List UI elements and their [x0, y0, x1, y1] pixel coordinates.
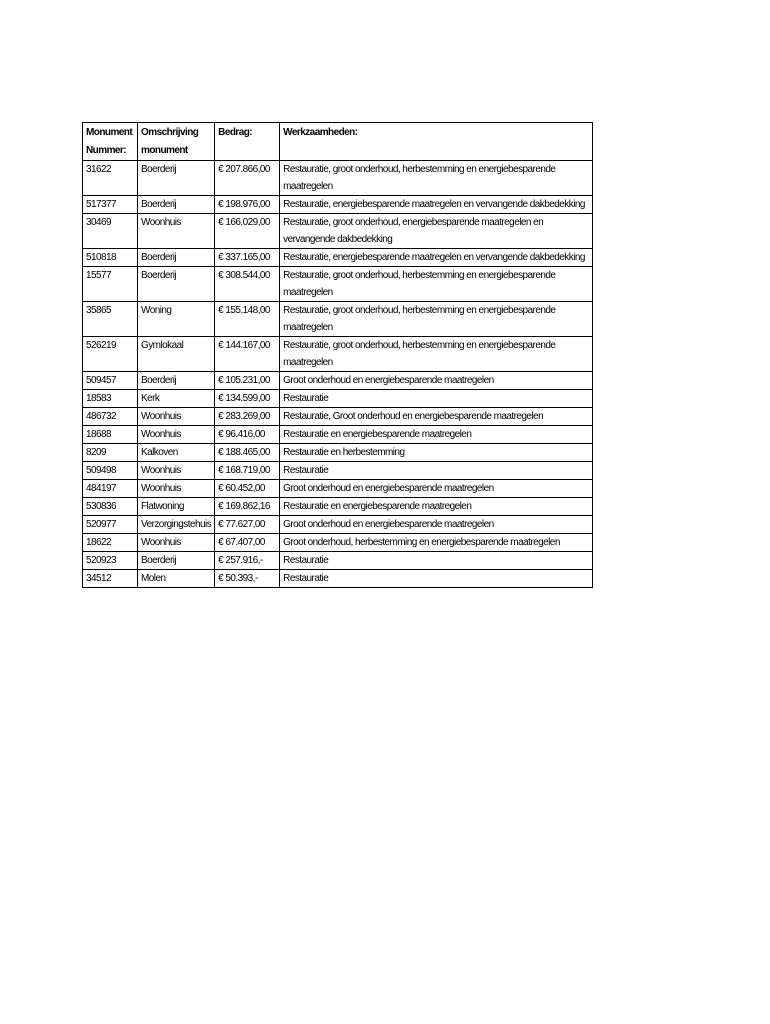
table-row [83, 249, 593, 267]
cell-monument-nummer: 8209 [83, 444, 138, 462]
cell-bedrag: € 105.231,00 [215, 372, 280, 390]
cell-omschrijving: Boerderij [138, 249, 215, 267]
cell-werkzaamheden: Groot onderhoud, herbestemming en energiebesparende maatregelen [280, 534, 593, 552]
header-monument-nummer: Monument Nummer: [83, 123, 138, 161]
table-row [83, 337, 593, 372]
cell-werkzaamheden: Restauratie, groot onderhoud, energiebesparende maatregelen en vervangende dakbedekking [280, 214, 593, 249]
cell-bedrag: € 144.167,00 [215, 337, 280, 372]
cell-omschrijving: Boerderij [138, 196, 215, 214]
cell-werkzaamheden: Restauratie [280, 390, 593, 408]
header-bedrag: Bedrag: [215, 123, 280, 161]
cell-monument-nummer: 31622 [83, 161, 138, 196]
table-row [83, 534, 593, 552]
cell-werkzaamheden: Restauratie [280, 570, 593, 588]
cell-werkzaamheden: Restauratie, Groot onderhoud en energiebesparende maatregelen [280, 408, 593, 426]
cell-monument-nummer: 517377 [83, 196, 138, 214]
cell-werkzaamheden: Restauratie en energiebesparende maatregelen [280, 498, 593, 516]
cell-monument-nummer: 30469 [83, 214, 138, 249]
cell-bedrag: € 166.029,00 [215, 214, 280, 249]
cell-werkzaamheden: Restauratie, groot onderhoud, herbestemming en energiebesparende maatregelen [280, 161, 593, 196]
table-row [83, 267, 593, 302]
table-row [83, 372, 593, 390]
monument-table [82, 122, 593, 588]
cell-monument-nummer: 18688 [83, 426, 138, 444]
cell-omschrijving: Kalkoven [138, 444, 215, 462]
cell-omschrijving: Woonhuis [138, 214, 215, 249]
cell-bedrag: € 257.916,- [215, 552, 280, 570]
cell-monument-nummer: 18583 [83, 390, 138, 408]
cell-werkzaamheden: Restauratie [280, 462, 593, 480]
cell-monument-nummer: 526219 [83, 337, 138, 372]
cell-werkzaamheden: Groot onderhoud en energiebesparende maatregelen [280, 480, 593, 498]
cell-omschrijving: Boerderij [138, 267, 215, 302]
cell-omschrijving: Boerderij [138, 161, 215, 196]
table-row [83, 390, 593, 408]
cell-bedrag: € 207.866,00 [215, 161, 280, 196]
cell-werkzaamheden: Groot onderhoud en energiebesparende maatregelen [280, 516, 593, 534]
cell-monument-nummer: 510818 [83, 249, 138, 267]
table-row [83, 444, 593, 462]
cell-omschrijving: Molen [138, 570, 215, 588]
cell-omschrijving: Woonhuis [138, 426, 215, 444]
cell-omschrijving: Kerk [138, 390, 215, 408]
cell-omschrijving: Boerderij [138, 372, 215, 390]
table-row [83, 516, 593, 534]
cell-bedrag: € 283.269,00 [215, 408, 280, 426]
table-header [83, 123, 593, 161]
cell-bedrag: € 188.465,00 [215, 444, 280, 462]
table-row [83, 302, 593, 337]
cell-bedrag: € 155.148,00 [215, 302, 280, 337]
table-row [83, 480, 593, 498]
cell-bedrag: € 168.719,00 [215, 462, 280, 480]
cell-werkzaamheden: Restauratie [280, 552, 593, 570]
cell-monument-nummer: 509457 [83, 372, 138, 390]
cell-monument-nummer: 15577 [83, 267, 138, 302]
cell-bedrag: € 198.976,00 [215, 196, 280, 214]
cell-bedrag: € 169.862,16 [215, 498, 280, 516]
cell-werkzaamheden: Restauratie en energiebesparende maatregelen [280, 426, 593, 444]
cell-monument-nummer: 35865 [83, 302, 138, 337]
table-body [83, 161, 593, 588]
cell-omschrijving: Verzorgingstehuis [138, 516, 215, 534]
table-row [83, 161, 593, 196]
cell-omschrijving: Woning [138, 302, 215, 337]
cell-werkzaamheden: Groot onderhoud en energiebesparende maatregelen [280, 372, 593, 390]
cell-monument-nummer: 18622 [83, 534, 138, 552]
cell-monument-nummer: 509498 [83, 462, 138, 480]
header-omschrijving: Omschrijving monument [138, 123, 215, 161]
cell-werkzaamheden: Restauratie, groot onderhoud, herbestemming en energiebesparende maatregelen [280, 337, 593, 372]
cell-bedrag: € 308.544,00 [215, 267, 280, 302]
cell-werkzaamheden: Restauratie, energiebesparende maatregelen en vervangende dakbedekking [280, 196, 593, 214]
cell-bedrag: € 50.393,- [215, 570, 280, 588]
header-werkzaamheden: Werkzaamheden: [280, 123, 593, 161]
cell-monument-nummer: 530836 [83, 498, 138, 516]
table-row [83, 214, 593, 249]
cell-bedrag: € 67.407,00 [215, 534, 280, 552]
table-row [83, 552, 593, 570]
cell-bedrag: € 96.416,00 [215, 426, 280, 444]
table-row [83, 196, 593, 214]
cell-werkzaamheden: Restauratie, groot onderhoud, herbestemming en energiebesparende maatregelen [280, 302, 593, 337]
cell-omschrijving: Woonhuis [138, 408, 215, 426]
header-row [83, 123, 593, 161]
cell-omschrijving: Gymlokaal [138, 337, 215, 372]
cell-bedrag: € 134.599,00 [215, 390, 280, 408]
cell-omschrijving: Woonhuis [138, 462, 215, 480]
table-row [83, 498, 593, 516]
cell-monument-nummer: 520977 [83, 516, 138, 534]
cell-werkzaamheden: Restauratie en herbestemming [280, 444, 593, 462]
cell-werkzaamheden: Restauratie, energiebesparende maatregelen en vervangende dakbedekking [280, 249, 593, 267]
table-row [83, 426, 593, 444]
cell-bedrag: € 77.627,00 [215, 516, 280, 534]
table-row [83, 570, 593, 588]
table-row [83, 462, 593, 480]
cell-monument-nummer: 34512 [83, 570, 138, 588]
cell-omschrijving: Boerderij [138, 552, 215, 570]
cell-omschrijving: Woonhuis [138, 534, 215, 552]
cell-monument-nummer: 486732 [83, 408, 138, 426]
cell-omschrijving: Flatwoning [138, 498, 215, 516]
cell-omschrijving: Woonhuis [138, 480, 215, 498]
cell-werkzaamheden: Restauratie, groot onderhoud, herbestemming en energiebesparende maatregelen [280, 267, 593, 302]
table-row [83, 408, 593, 426]
cell-monument-nummer: 520923 [83, 552, 138, 570]
cell-bedrag: € 60.452,00 [215, 480, 280, 498]
cell-bedrag: € 337.165,00 [215, 249, 280, 267]
cell-monument-nummer: 484197 [83, 480, 138, 498]
